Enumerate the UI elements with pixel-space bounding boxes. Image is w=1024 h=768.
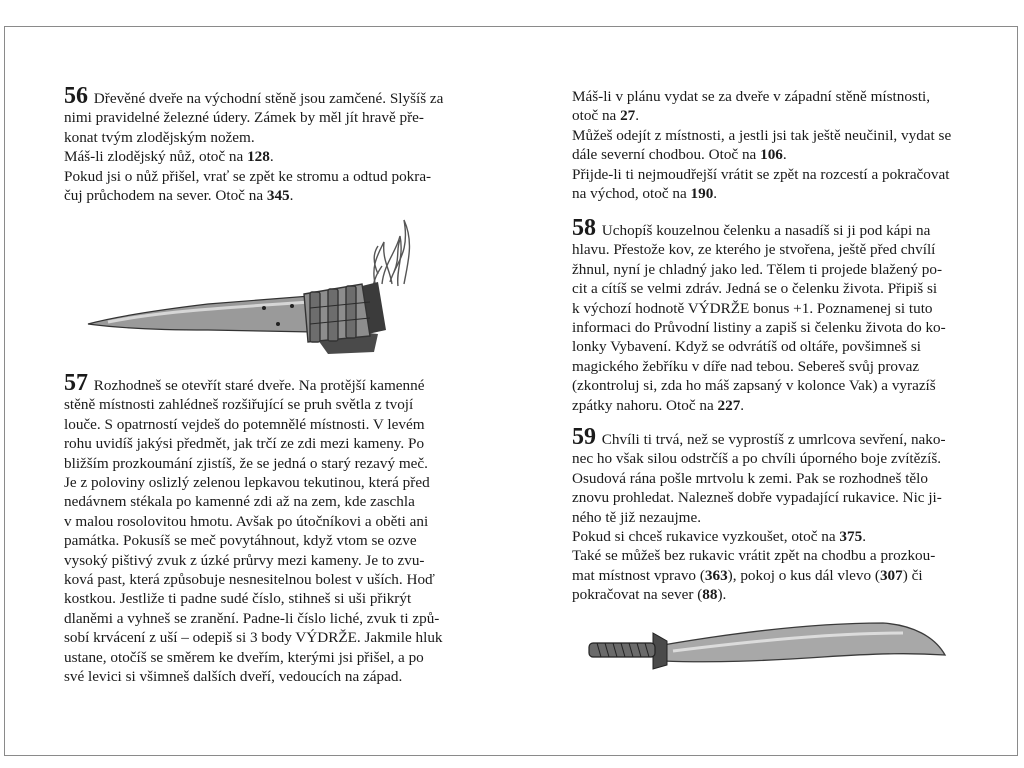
section-58 xyxy=(572,215,962,415)
option-goto-27: Máš-li v plánu vydat se za dveře v západní stěně místnosti, otoč na 27. xyxy=(572,88,931,125)
text-line: zpátky nahoru. Otoč na xyxy=(572,396,718,414)
text-line: Dřevěné dveře na východní stěně jsou zamčené. Slyšíš za xyxy=(93,90,444,107)
section-56-option-1: Máš-li zlodějský nůž, otoč na 128. xyxy=(64,148,274,166)
section-59-text xyxy=(572,424,962,527)
text-line: Osudová rána pošle mrtvolu k zemi. Pak se rozhodneš tělo xyxy=(572,469,928,487)
section-59-option-1: Pokud si chceš rukavice vyzkoušet, otoč na 375. xyxy=(572,528,866,546)
section-56 xyxy=(64,83,455,205)
text-line: v malou rosolovitou hmotu. Avšak po útočníkovi a oběti ani xyxy=(64,512,429,530)
text-line: Uchopíš kouzelnou čelenku a nasadíš si ji pod kápi na xyxy=(601,222,931,239)
option-text: ). xyxy=(717,586,727,604)
text-line: znovu prohledat. Nalezneš dobře vypadající rukavice. Nic ji- xyxy=(572,489,942,507)
text-line: své levici si všimneš dalších dveří, vedoucích na západ. xyxy=(64,668,403,686)
goto-106[interactable]: 106 xyxy=(760,146,783,164)
text-line: ková past, která způsobuje nesnesitelnou bolest v uších. Hoď xyxy=(64,571,435,589)
option-goto-106: Můžeš odejít z místnosti, a jestli jsi tak ještě neučinil, vydat se dále severní chodbou. Otoč na 106. xyxy=(572,126,952,164)
text-line: ného tě již nezaujme. xyxy=(572,508,702,526)
goto-227[interactable]: 227 xyxy=(717,396,741,414)
option-text: ), pokoj o kus dál vlevo ( xyxy=(727,566,880,584)
text-line: magického žebříku v díře nad tebou. Sebereš svůj provaz xyxy=(572,357,920,375)
text-line: Můžeš odejít z místnosti, a jestli jsi tak ještě neučinil, vydat se xyxy=(572,126,952,144)
section-number: 59 xyxy=(572,424,596,450)
section-57 xyxy=(64,370,455,687)
goto-128[interactable]: 128 xyxy=(247,148,270,166)
text-line: vysoký pištivý zvuk z úzké průrvy mezi kameny. Je to zvu- xyxy=(64,551,425,569)
text-line: k výchozí hodnotě VÝDRŽE bonus +1. Poznamenej si tuto xyxy=(572,299,933,317)
flame-icon xyxy=(372,220,409,292)
text-line: nimi pravidelné železné údery. Zámek by měl jít hravě pře- xyxy=(64,109,424,127)
text-line: Přijde-li ti nejmoudřejší vrátit se zpět na rozcestí a pokračovat xyxy=(572,165,950,183)
text-line: lonky Vybavení. Když se odvrátíš od oltáře, povšimneš si xyxy=(572,338,921,356)
section-56-option-2: Pokud jsi o nůž přišel, vrať se zpět ke stromu a odtud pokra- čuj průchodem na sever. Otoč na 345. xyxy=(64,167,432,205)
text-line: Také se můžeš bez rukavic vrátit zpět na chodbu a prozkou- xyxy=(572,547,936,565)
text-line: (zkontroluj si, zda ho máš zapsaný v kolonce Vak) a vyrazíš xyxy=(572,377,936,395)
section-57-continued xyxy=(572,87,962,203)
text-line: dlaněmi a vyhneš se zranění. Padne-li číslo liché, zvuk ti způ- xyxy=(64,609,440,627)
section-59 xyxy=(572,424,962,605)
section-number: 58 xyxy=(572,215,596,241)
goto-190[interactable]: 190 xyxy=(690,185,714,203)
text-line: otoč na xyxy=(572,107,621,125)
text-line: konat tvým zlodějským nožem. xyxy=(64,128,255,146)
option-text: Máš-li zlodějský nůž, otoč na xyxy=(64,148,248,166)
torch-illustration xyxy=(78,212,413,362)
option-text: pokračovat na sever ( xyxy=(572,586,703,604)
goto-307[interactable]: 307 xyxy=(879,566,903,584)
text-line: čuj průchodem na sever. Otoč na xyxy=(64,187,267,205)
goto-88[interactable]: 88 xyxy=(702,586,718,604)
section-59-option-2 xyxy=(572,546,962,604)
text-line: památka. Pokusíš se meč povytáhnout, když vtom se ozve xyxy=(64,532,417,550)
section-56-intro xyxy=(64,83,455,147)
option-goto-190: Přijde-li ti nejmoudřejší vrátit se zpět na rozcestí a pokračovat na východ, otoč na 190. xyxy=(572,165,950,203)
option-text: ) či xyxy=(902,566,923,584)
goto-363[interactable]: 363 xyxy=(704,566,728,584)
text-line: informaci do Průvodní listiny a zapiš si čelenku života do ko- xyxy=(572,319,946,337)
section-number: 57 xyxy=(64,370,88,396)
option-text: Pokud si chceš rukavice vyzkoušet, otoč na xyxy=(572,528,840,546)
text-line: stěně místnosti zahlédneš rozšiřující se pruh světla z tvojí xyxy=(64,396,414,414)
text-line: bližším prozkoumání zjistíš, že se jedná o starý rezavý meč. xyxy=(64,454,428,472)
text-line: Máš-li v plánu vydat se za dveře v západní stěně místnosti, xyxy=(572,88,931,105)
text-line: ustane, otočíš se směrem ke dveřím, kterými jsi přišel, a po xyxy=(64,648,424,666)
text-line: hlavu. Přestože kov, ze kterého je stvořena, ještě před chvílí xyxy=(572,241,936,259)
text-line: dále severní chodbou. Otoč na xyxy=(572,146,761,164)
text-line: Chvíli ti trvá, než se vyprostíš z umrlcova sevření, nako- xyxy=(601,431,946,448)
text-line: Pokud jsi o nůž přišel, vrať se zpět ke stromu a odtud pokra- xyxy=(64,167,432,185)
text-line: louče. S opatrností vejdeš do potemnělé místnosti. V levém xyxy=(64,415,425,433)
text-line: sobí krvácení z uší – odepiš si 3 body VÝDRŽE. Jakmile hluk xyxy=(64,629,443,647)
option-text: mat místnost vpravo ( xyxy=(572,566,705,584)
text-line: kostkou. Jestliže ti padne sudé číslo, stihneš si uši přikrýt xyxy=(64,590,412,608)
text-line: Rozhodneš se otevřít staré dveře. Na protější kamenné xyxy=(93,377,425,394)
text-line: cit a cítíš se velmi zdráv. Jedná se o čelenku života. Připiš si xyxy=(572,280,938,298)
goto-345[interactable]: 345 xyxy=(266,187,290,205)
text-line: Je z poloviny oslizlý zelenou lepkavou tekutinou, která před xyxy=(64,474,430,492)
text-line: nec ho však silou odstrčíš a po chvíli úporného boje zvítězíš. xyxy=(572,450,942,468)
goto-27[interactable]: 27 xyxy=(620,107,636,125)
section-number: 56 xyxy=(64,83,88,109)
text-line: nedávnem stékala po kamenné zdi až na zem, kde zaschla xyxy=(64,493,415,511)
goto-375[interactable]: 375 xyxy=(839,528,863,546)
text-line: rohu uvidíš jakýsi předmět, jak trčí ze zdi mezi kameny. Po xyxy=(64,435,425,453)
text-line: na východ, otoč na xyxy=(572,185,691,203)
sword-illustration xyxy=(583,615,948,670)
section-58-text: 58 Uchopíš kouzelnou čelenku a nasadíš si ji pod kápi na hlavu. Přestože kov, ze kterého je stvořena, ještě před chvílí žhnul, nyní je chladný jako led. Tělem ti projede blažený po- cit a cítíš se velmi zdráv. Jedná se o čelenku života. Připiš si k výchozí hodnotě VÝDRŽE bonus +1. Poznamenej si tuto informaci do Průvodní listiny a zapiš si čelenku života do ko- lonky Vybavení. Když se odvrátíš od oltáře, povšimneš si magického žebříku v díře nad tebou. Sebereš svůj provaz (zkontroluj si, zda ho máš zapsaný v kolonce Vak) a vyrazíš zpátky nahoru. Otoč na 227. xyxy=(572,215,946,414)
section-57-text xyxy=(64,370,455,687)
text-line: žhnul, nyní je chladný jako led. Tělem ti projede blažený po- xyxy=(572,260,943,278)
